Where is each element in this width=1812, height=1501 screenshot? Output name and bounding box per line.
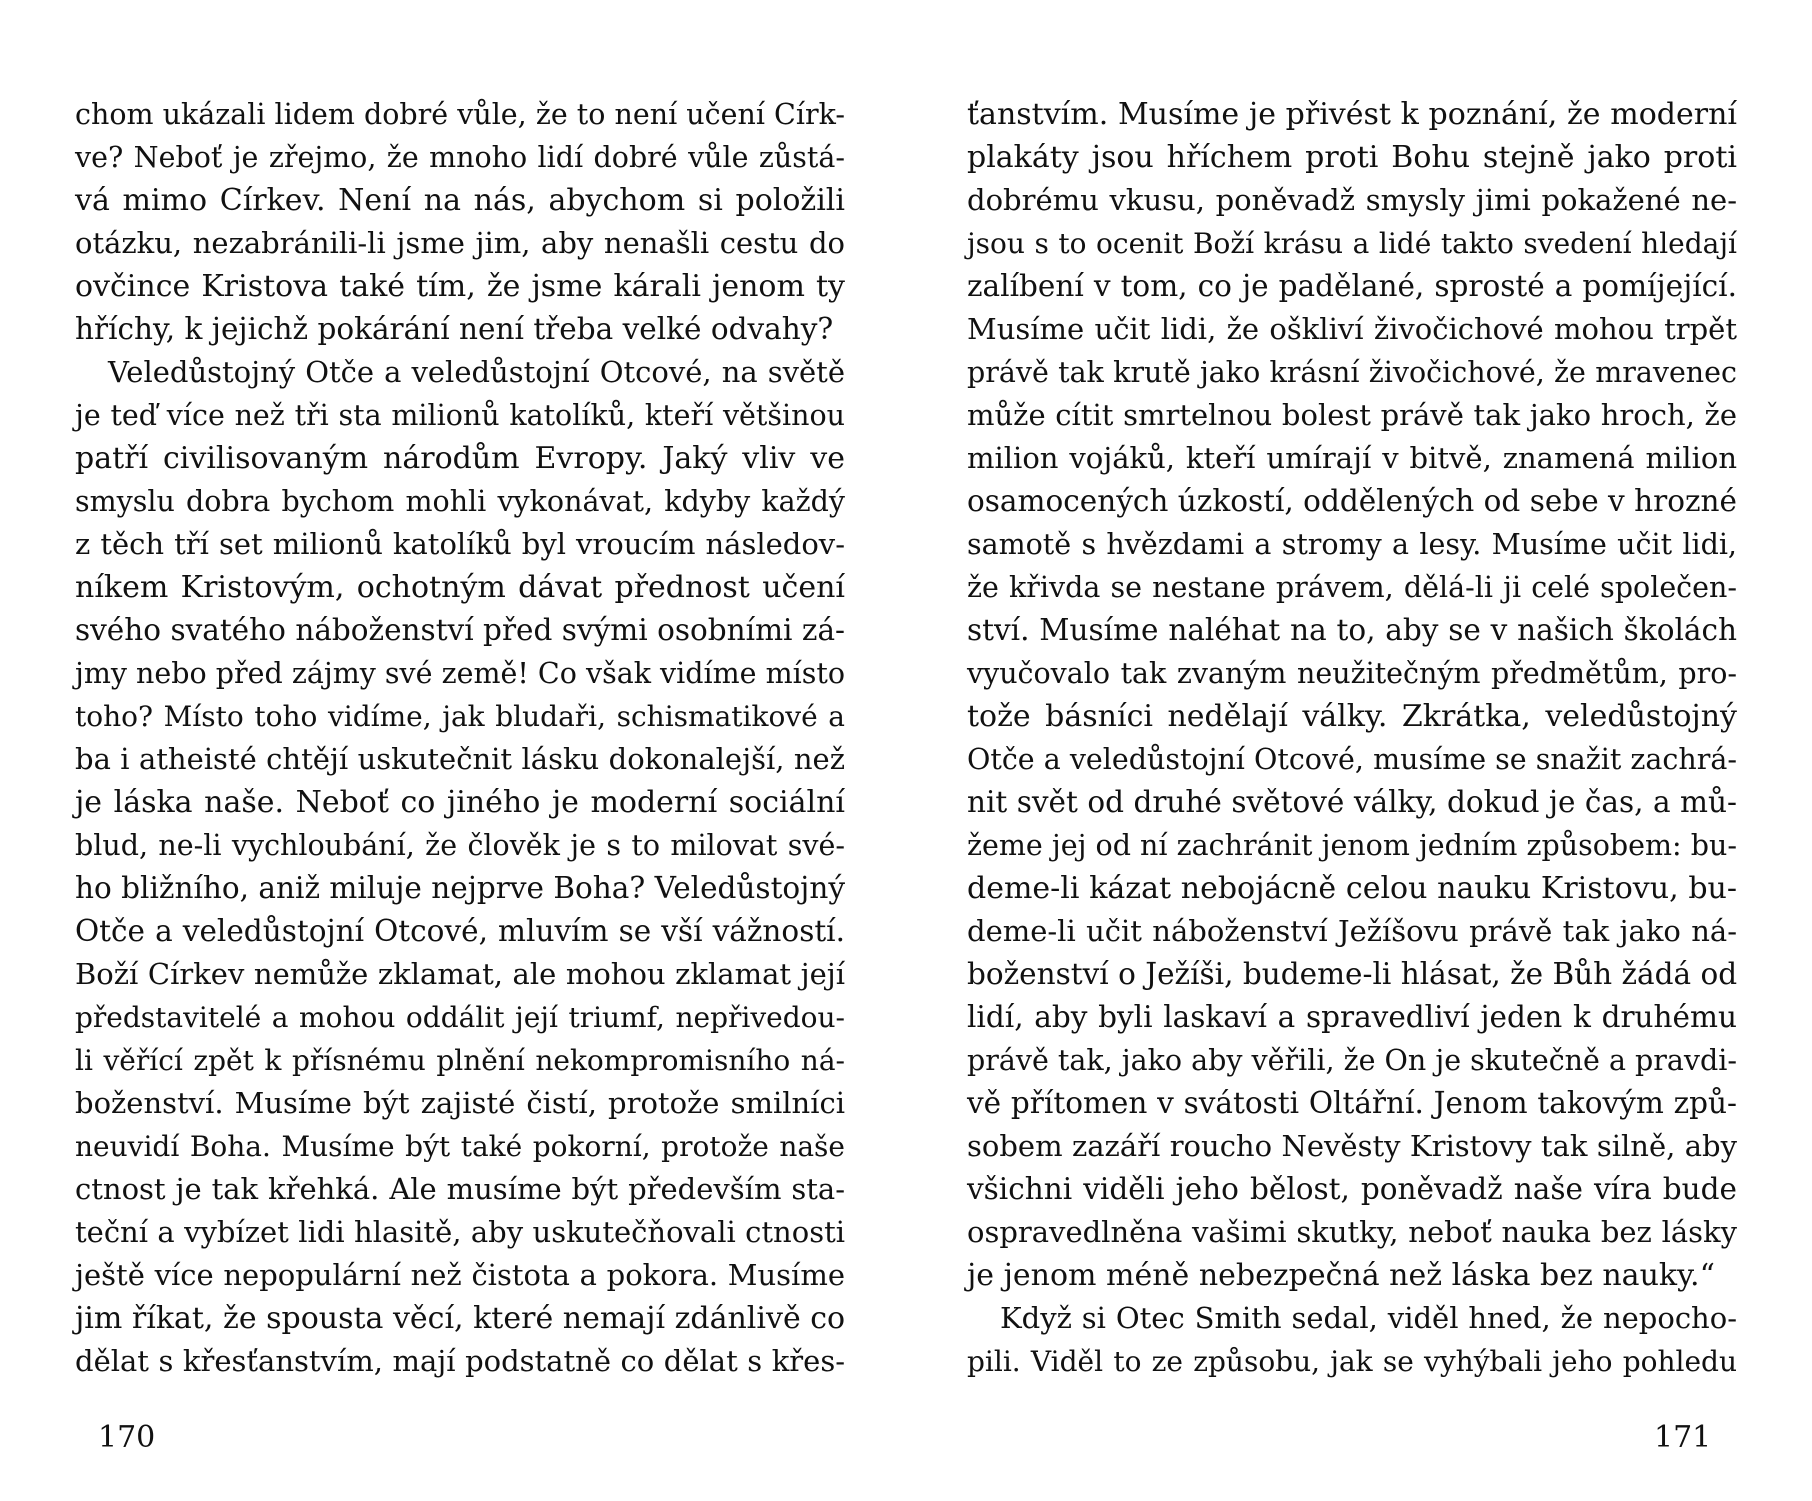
text-line: jim říkat, že spousta věcí, které nemají zdánlivě co xyxy=(75,1301,846,1336)
text-line: jmy nebo před zájmy své země! Co však vidíme místo xyxy=(75,657,845,690)
text-line: níkem Kristovým, ochotným dávat přednost učení xyxy=(75,570,845,605)
text-line: může cítit smrtelnou bolest právě tak jako hroch, že xyxy=(967,398,1737,432)
text-line: ba i atheisté chtějí uskutečnit lásku dokonalejší, než xyxy=(75,742,845,776)
text-line: samotě s hvězdami a stromy a lesy. Musíme učit lidi, xyxy=(967,528,1737,561)
text-line: li věřící zpět k přísnému plnění nekompromisního ná- xyxy=(75,1044,845,1077)
text-line: ve? Neboť je zřejmo, že mnoho lidí dobré vůle zůstá- xyxy=(75,141,845,174)
text-line: Boží Církev nemůže zklamat, ale mohou zklamat její xyxy=(75,957,845,991)
text-line: vě přítomen v svátosti Oltářní. Jenom takovým způ- xyxy=(967,1086,1737,1120)
text-line: teční a vybízet lidi hlasitě, aby uskutečňovali ctnosti xyxy=(75,1215,845,1249)
text-line: hříchy, k jejichž pokárání není třeba velké odvahy? xyxy=(75,312,834,346)
text-line: ctnost je tak křehká. Ale musíme být především sta- xyxy=(75,1172,845,1206)
text-line: ovčince Kristova také tím, že jsme kárali jenom ty xyxy=(75,269,845,304)
text-line: milion vojáků, kteří umírají v bitvě, znamená milion xyxy=(967,441,1737,475)
text-line: vyučovalo tak zvaným neužitečným předmětům, pro- xyxy=(967,657,1737,690)
text-line: toho? Místo toho vidíme, jak bludaři, schismatikové a xyxy=(75,700,845,733)
text-line: boženství o Ježíši, budeme-li hlásat, že Bůh žádá od xyxy=(967,957,1738,991)
text-line: právě tak krutě jako krásní živočichové, že mravenec xyxy=(967,356,1737,389)
text-line: osamocených úzkostí, oddělených od sebe v hrozné xyxy=(967,484,1737,518)
text-line: dělat s křesťanstvím, mají podstatně co dělat s křes- xyxy=(75,1344,845,1378)
text-line: blud, ne-li vychloubání, že člověk je s to milovat své- xyxy=(75,829,845,862)
text-line: dobrému vkusu, poněvadž smysly jimi pokažené ne- xyxy=(967,183,1737,217)
text-line: smyslu dobra bychom mohli vykonávat, kdyby každý xyxy=(75,485,845,518)
text-line: Veledůstojný Otče a veledůstojní Otcové, na světě xyxy=(108,355,845,389)
text-line: vá mimo Církev. Není na nás, abychom si položili xyxy=(75,183,845,218)
text-line: právě tak, jako aby věřili, že On je skutečně a pravdi- xyxy=(967,1044,1737,1077)
text-line: je teď více než tři sta milionů katolíků, kteří většinou xyxy=(75,399,845,432)
text-line: deme-li kázat nebojácně celou nauku Kristovu, bu- xyxy=(967,871,1737,906)
text-line: chom ukázali lidem dobré vůle, že to není učení Círk- xyxy=(75,98,845,131)
text-line: zalíbení v tom, co je padělané, sprosté a pomíjející. xyxy=(967,269,1737,303)
page-number: 170 xyxy=(98,1420,156,1455)
text-line: žeme jej od ní zachránit jenom jedním způsobem: bu- xyxy=(967,829,1737,862)
text-line: Otče a veledůstojní Otcové, musíme se snažit zachrá- xyxy=(967,743,1737,776)
text-line: nit svět od druhé světové války, dokud je čas, a mů- xyxy=(967,785,1737,819)
text-line: plakáty jsou hříchem proti Bohu stejně jako proti xyxy=(967,140,1737,175)
text-line: otázku, nezabránili-li jsme jim, aby nenašli cestu do xyxy=(75,226,845,260)
page-number: 171 xyxy=(1654,1420,1712,1455)
text-line: ťanstvím. Musíme je přivést k poznání, že moderní xyxy=(967,97,1737,132)
text-line: je láska naše. Neboť co jiného je moderní sociální xyxy=(75,785,845,820)
text-line: ství. Musíme naléhat na to, aby se v našich školách xyxy=(967,613,1737,647)
text-line: sobem zazáří roucho Nevěsty Kristovy tak silně, aby xyxy=(967,1129,1737,1163)
text-line: patří civilisovaným národům Evropy. Jaký vliv ve xyxy=(75,441,845,476)
text-line: Když si Otec Smith sedal, viděl hned, že nepocho- xyxy=(1000,1301,1737,1335)
text-line: pili. Viděl to ze způsobu, jak se vyhýbali jeho pohledu xyxy=(967,1345,1737,1378)
right-page-text xyxy=(967,93,1737,1383)
text-line: představitelé a mohou oddálit její triumf, nepřivedou- xyxy=(75,1001,845,1034)
text-line: všichni viděli jeho bělost, poněvadž naše víra bude xyxy=(967,1172,1737,1206)
text-line: z těch tří set milionů katolíků byl vroucím následov- xyxy=(75,527,845,561)
text-line: ospravedlněna vašimi skutky, neboť nauka bez lásky xyxy=(967,1215,1737,1249)
text-line: že křivda se nestane právem, dělá-li ji celé společen- xyxy=(967,571,1737,604)
right-page xyxy=(906,0,1812,1501)
left-page-text xyxy=(75,93,845,1383)
text-line: svého svatého náboženství před svými osobními zá- xyxy=(75,613,845,647)
text-line: je jenom méně nebezpečná než láska bez nauky.“ xyxy=(967,1258,1715,1293)
text-line: neuvidí Boha. Musíme být také pokorní, protože naše xyxy=(75,1130,845,1163)
text-line: Otče a veledůstojní Otcové, mluvím se vší vážností. xyxy=(75,914,845,948)
text-line: jsou s to ocenit Boží krásu a lidé takto svedení hledají xyxy=(967,227,1737,260)
text-line: Musíme učit lidi, že oškliví živočichové mohou trpět xyxy=(967,312,1737,346)
text-line: deme-li učit náboženství Ježíšovu právě tak jako ná- xyxy=(967,914,1737,948)
text-line: tože básníci nedělají války. Zkrátka, veledůstojný xyxy=(967,699,1737,734)
text-line: lidí, aby byli laskaví a spravedliví jeden k druhému xyxy=(967,1000,1737,1034)
text-line: ještě více nepopulární než čistota a pokora. Musíme xyxy=(75,1258,845,1292)
text-line: ho bližního, aniž miluje nejprve Boha? Veledůstojný xyxy=(75,871,845,905)
text-line: boženství. Musíme být zajisté čistí, protože smilníci xyxy=(75,1086,845,1120)
